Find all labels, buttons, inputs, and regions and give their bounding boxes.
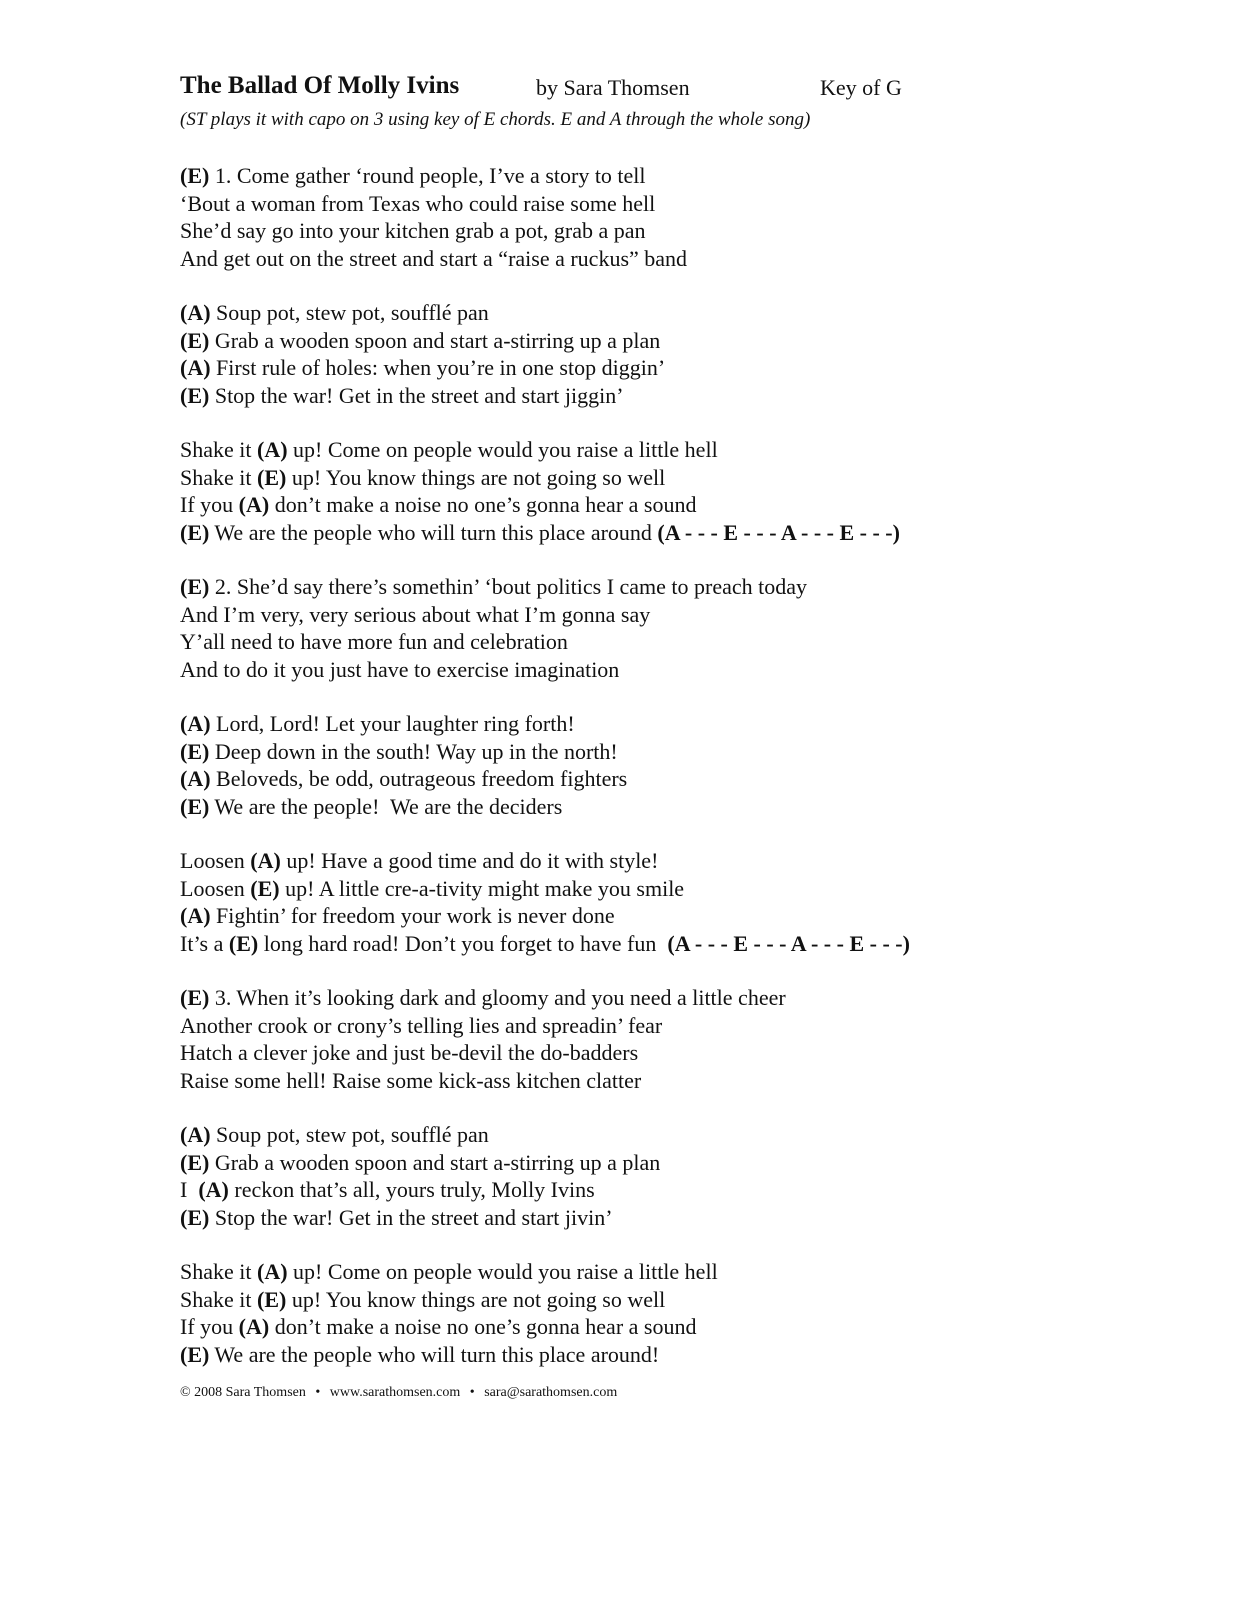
stanza (180, 710, 1140, 820)
lyrics-body (180, 162, 1140, 1368)
chord: (A - - - E - - - A - - - E - - -) (667, 930, 910, 956)
chord: (A) (180, 355, 211, 380)
lyric-line (180, 765, 1140, 793)
lyric-line (180, 875, 1140, 903)
capo-note: (ST plays it with capo on 3 using key of E chords. E and A through the whole song) (180, 109, 811, 130)
lyric-text: Lord, Lord! Let your laughter ring forth! (210, 711, 575, 736)
lyric-line (180, 1149, 1140, 1177)
lyric-text: Deep down in the south! Way up in the north! (209, 738, 618, 764)
lyric-text: reckon that’s all, yours truly, Molly Ivins (228, 1177, 595, 1202)
stanza (180, 436, 1140, 546)
stanza (180, 162, 1140, 272)
chord: (A) (257, 1259, 288, 1284)
lyric-line (180, 1121, 1140, 1149)
chord: (A) (180, 903, 211, 928)
footer (180, 1385, 617, 1401)
lyric-text: Shake it (180, 1259, 257, 1284)
lyric-line (180, 930, 1140, 958)
lyric-text: up! You know things are not going so well (286, 464, 666, 490)
chord: (A) (180, 766, 211, 791)
lyric-text: Fightin’ for freedom your work is never done (210, 903, 615, 928)
lyric-line (180, 299, 1140, 327)
chord: (A - - - E - - - A - - - E - - -) (657, 519, 900, 545)
website-link[interactable]: www.sarathomsen.com (329, 1385, 461, 1400)
lyric-line (180, 491, 1140, 519)
lyric-line (180, 162, 1140, 190)
lyric-text: Beloveds, be odd, outrageous freedom fighters (210, 766, 628, 791)
lyric-text: Stop the war! Get in the street and start jivin’ (209, 1204, 613, 1230)
lyric-line (180, 984, 1140, 1012)
lyric-text: If you (180, 492, 239, 517)
chord: (E) (180, 327, 210, 353)
footer-separator: • (469, 1385, 475, 1400)
lyric-text: First rule of holes: when you’re in one stop diggin’ (210, 355, 666, 380)
lyric-line (180, 573, 1140, 601)
lyric-line (180, 464, 1140, 492)
song-key: Key of G (820, 75, 902, 100)
lyric-line (180, 1067, 1140, 1095)
stanza (180, 847, 1140, 957)
lyric-text: And to do it you just have to exercise imagination (180, 656, 620, 682)
stanza (180, 984, 1140, 1094)
lyric-text: And I’m very, very serious about what I’m gonna say (180, 601, 651, 627)
chord: (A) (257, 437, 288, 462)
lyric-text: We are the people! We are the deciders (209, 793, 563, 819)
chord: (E) (257, 464, 287, 490)
lyric-text: I (180, 1177, 199, 1202)
lyric-text: Y’all need to have more fun and celebration (180, 629, 568, 654)
lyric-text: Grab a wooden spoon and start a-stirring up a plan (209, 1149, 661, 1175)
stanza (180, 299, 1140, 409)
lyric-text: Hatch a clever joke and just be-devil the do-badders (180, 1040, 639, 1065)
stanza (180, 1121, 1140, 1231)
lyric-line (180, 190, 1140, 218)
lyric-line (180, 601, 1140, 629)
lyric-text: 3. When it’s looking dark and gloomy and you need a little cheer (209, 985, 786, 1010)
chord: (A) (180, 1122, 211, 1147)
lyric-text: Loosen (180, 848, 251, 873)
chord: (E) (257, 1286, 287, 1312)
lyric-text: Stop the war! Get in the street and start jiggin’ (209, 382, 624, 408)
chord: (A) (180, 300, 211, 325)
lyric-text: And get out on the street and start a “raise a ruckus” band (180, 245, 688, 271)
lyric-line (180, 1012, 1140, 1040)
lyric-line (180, 1341, 1140, 1369)
lyric-line (180, 847, 1140, 875)
lyric-text: We are the people who will turn this place around (209, 519, 658, 545)
lyric-text: don’t make a noise no one’s gonna hear a sound (269, 492, 697, 517)
chord: (E) (228, 930, 259, 956)
lyric-line (180, 628, 1140, 656)
chord: (E) (180, 738, 210, 764)
lyric-line (180, 245, 1140, 273)
chord: (E) (180, 163, 210, 188)
copyright: © 2008 Sara Thomsen (180, 1385, 306, 1400)
lyric-line (180, 738, 1140, 766)
stanza (180, 573, 1140, 683)
stanza (180, 1258, 1140, 1368)
chord: (E) (180, 1149, 210, 1175)
lyric-text: Shake it (180, 1286, 257, 1312)
lyric-text: Raise some hell! Raise some kick-ass kitchen clatter (180, 1067, 642, 1093)
lyric-text: Loosen (180, 875, 251, 901)
chord: (E) (180, 1204, 210, 1230)
chord: (E) (180, 382, 210, 408)
chord: (E) (180, 519, 210, 545)
lyric-text: up! Come on people would you raise a little hell (287, 1259, 718, 1284)
lyric-text: up! You know things are not going so well (286, 1286, 666, 1312)
chord: (E) (250, 875, 280, 901)
lyric-line (180, 1258, 1140, 1286)
lyric-line (180, 519, 1140, 547)
lyric-text: Soup pot, stew pot, soufflé pan (210, 1122, 489, 1147)
lyric-line (180, 1204, 1140, 1232)
lyric-text: We are the people who will turn this place around! (209, 1341, 660, 1367)
lyric-line (180, 327, 1140, 355)
lyric-text: Grab a wooden spoon and start a-stirring up a plan (209, 327, 661, 353)
lyric-line (180, 1176, 1140, 1204)
lyric-text: ‘Bout a woman from Texas who could raise some hell (180, 190, 656, 216)
lyric-text: It’s a (180, 930, 229, 956)
chord: (A) (238, 492, 270, 517)
song-author: by Sara Thomsen (536, 75, 690, 100)
chord: (A) (198, 1177, 229, 1202)
lyric-text: Another crook or crony’s telling lies and spreadin’ fear (180, 1012, 663, 1038)
lyric-text: up! Have a good time and do it with style! (280, 848, 659, 873)
chord: (A) (250, 848, 281, 873)
lyric-line (180, 382, 1140, 410)
lyric-text: Shake it (180, 437, 257, 462)
lyric-text: long hard road! Don’t you forget to have fun (258, 930, 668, 956)
chord: (A) (238, 1314, 270, 1339)
lyric-text: 1. Come gather ‘round people, I’ve a story to tell (209, 163, 646, 188)
lyric-line (180, 1039, 1140, 1067)
lyric-line (180, 793, 1140, 821)
song-title: The Ballad Of Molly Ivins (180, 72, 460, 99)
footer-separator: • (315, 1385, 321, 1400)
lyric-text: If you (180, 1314, 239, 1339)
lyric-line (180, 710, 1140, 738)
chord: (E) (180, 985, 210, 1010)
lyric-sheet (180, 72, 1140, 1395)
lyric-text: Shake it (180, 464, 257, 490)
chord: (E) (180, 1341, 210, 1367)
lyric-text: Soup pot, stew pot, soufflé pan (210, 300, 489, 325)
chord: (E) (180, 793, 210, 819)
lyric-text: don’t make a noise no one’s gonna hear a sound (269, 1314, 697, 1339)
email-link[interactable]: sara@sarathomsen.com (484, 1385, 618, 1400)
lyric-line (180, 1313, 1140, 1341)
lyric-line (180, 656, 1140, 684)
lyric-text: up! A little cre-a-tivity might make you smile (279, 875, 685, 901)
lyric-text: She’d say go into your kitchen grab a pot, grab a pan (180, 218, 646, 243)
header (180, 72, 1140, 106)
lyric-line (180, 1286, 1140, 1314)
chord: (A) (180, 711, 211, 736)
chord: (E) (180, 574, 210, 599)
lyric-line (180, 217, 1140, 245)
lyric-line (180, 436, 1140, 464)
lyric-line (180, 902, 1140, 930)
lyric-text: up! Come on people would you raise a little hell (287, 437, 718, 462)
lyric-line (180, 354, 1140, 382)
lyric-text: 2. She’d say there’s somethin’ ‘bout politics I came to preach today (209, 574, 808, 599)
